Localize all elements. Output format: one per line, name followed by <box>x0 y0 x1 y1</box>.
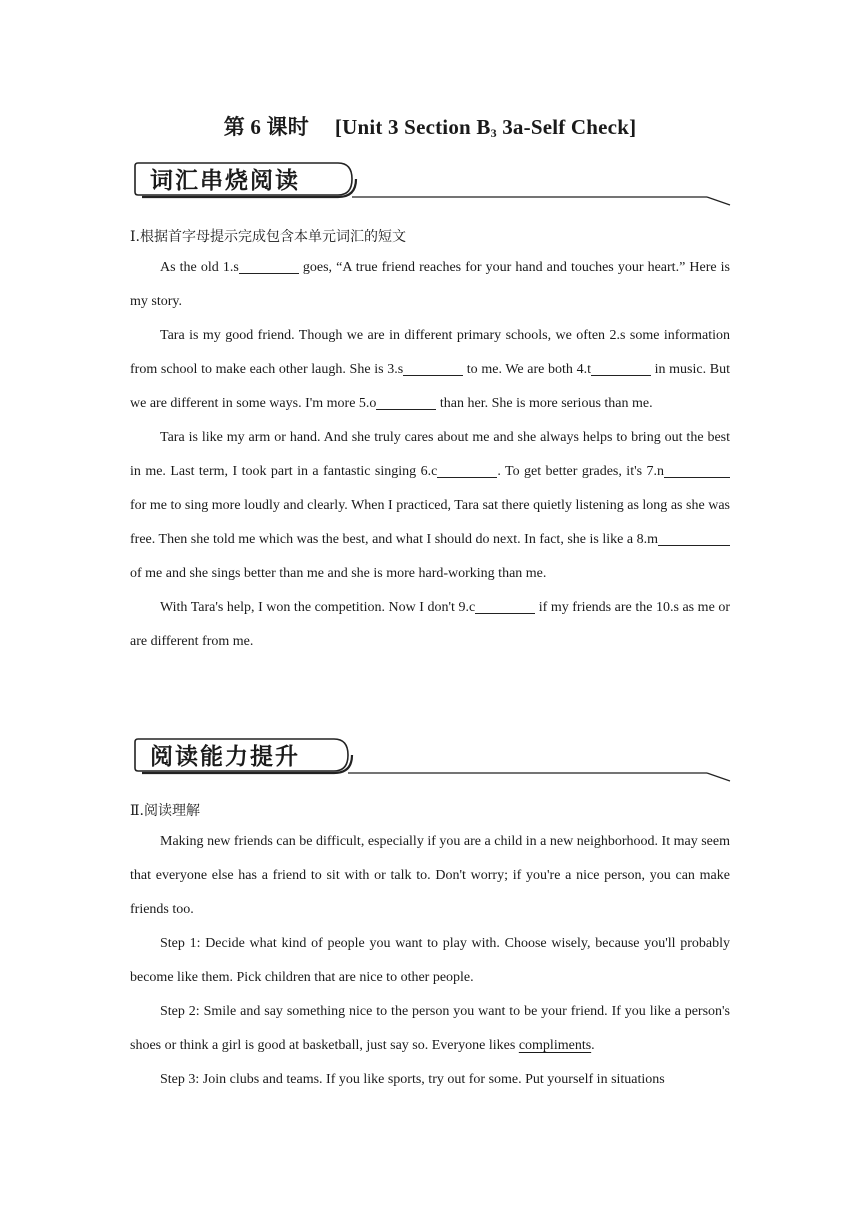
passage2-paragraph <box>130 995 730 1063</box>
unit-rest: 3a-Self Check] <box>496 115 637 139</box>
text-run: Tara is like my arm or hand. And she truly cares about me and she always helps to bring out the best in me. Last term, I took part in a fantastic singing 6.c <box>130 430 730 479</box>
passage2-paragraph: Making new friends can be difficult, especially if you are a child in a new neighborhood. It may seem that everyone else has a friend to sit with or talk to. Don't worry; if you're a nice person, you can make friends too. <box>130 834 730 917</box>
text-run: if my friends are the 10.s as me or are different from me. <box>130 600 730 649</box>
text-run: . To get better grades, it's 7.n <box>497 464 664 479</box>
answer-blank[interactable] <box>591 360 651 376</box>
text-run: for me to sing more loudly and clearly. When I practiced, Tara sat there quietly listening as long as she was free. Then she told me which was the best, and what I should do next. In fact, she is like a 8.m <box>130 498 730 547</box>
text-run: . <box>591 1038 595 1053</box>
text-run: With Tara's help, I won the competition. Now I don't 9.c <box>160 600 476 615</box>
text-run: As the old 1.s <box>160 260 239 275</box>
text-run: Tara is my good friend. Though we are in different primary schools, we often 2.s some information from school to make each other laugh. She is 3.s <box>130 328 730 377</box>
vocab-banner-label: 词汇串烧阅读 <box>150 168 300 194</box>
answer-blank[interactable] <box>658 530 730 546</box>
answer-blank[interactable] <box>437 462 497 478</box>
answer-blank[interactable] <box>403 360 463 376</box>
section1-passage <box>130 251 730 659</box>
page-title <box>0 111 860 141</box>
passage1-paragraph <box>130 421 730 591</box>
section1-label: Ⅰ.根据首字母提示完成包含本单元词汇的短文 <box>130 229 406 245</box>
section2-label: Ⅱ.阅读理解 <box>130 803 200 819</box>
section2-passage <box>130 825 730 1097</box>
reading-banner-label: 阅读能力提升 <box>150 744 300 770</box>
unit-subscript: 3 <box>490 126 497 140</box>
text-run: than her. She is more serious than me. <box>436 396 653 411</box>
lesson-label: 第 6 课时 <box>223 115 309 139</box>
text-run: in music. But we are different in some ways. I'm more 5.o <box>130 362 730 411</box>
passage1-paragraph <box>130 319 730 421</box>
answer-blank[interactable] <box>239 258 299 274</box>
passage1-paragraph <box>130 591 730 659</box>
text-run: goes, “A true friend reaches for your hand and touches your heart.” Here is my story. <box>130 260 731 309</box>
text-run: of me and she sings better than me and she is more hard-working than me. <box>130 566 547 581</box>
text-run: Step 2: Smile and say something nice to the person you want to be your friend. If you like a person's shoes or think a girl is good at basketball, just say so. Everyone likes <box>130 1004 730 1053</box>
passage2-paragraph: Step 1: Decide what kind of people you want to play with. Choose wisely, because you'll probably become like them. Pick children that are nice to other people. <box>130 936 730 985</box>
vocab-banner <box>132 159 732 211</box>
answer-blank[interactable] <box>664 462 730 478</box>
reading-banner <box>132 735 732 787</box>
underlined-word: compliments <box>518 1038 592 1053</box>
text-run: to me. We are both 4.t <box>463 362 591 377</box>
passage1-paragraph <box>130 251 730 319</box>
passage2-paragraph: Step 3: Join clubs and teams. If you like sports, try out for some. Put yourself in situations <box>160 1072 665 1087</box>
answer-blank[interactable] <box>475 598 535 614</box>
unit-label: [Unit 3 Section B <box>334 115 491 139</box>
answer-blank[interactable] <box>376 394 436 410</box>
